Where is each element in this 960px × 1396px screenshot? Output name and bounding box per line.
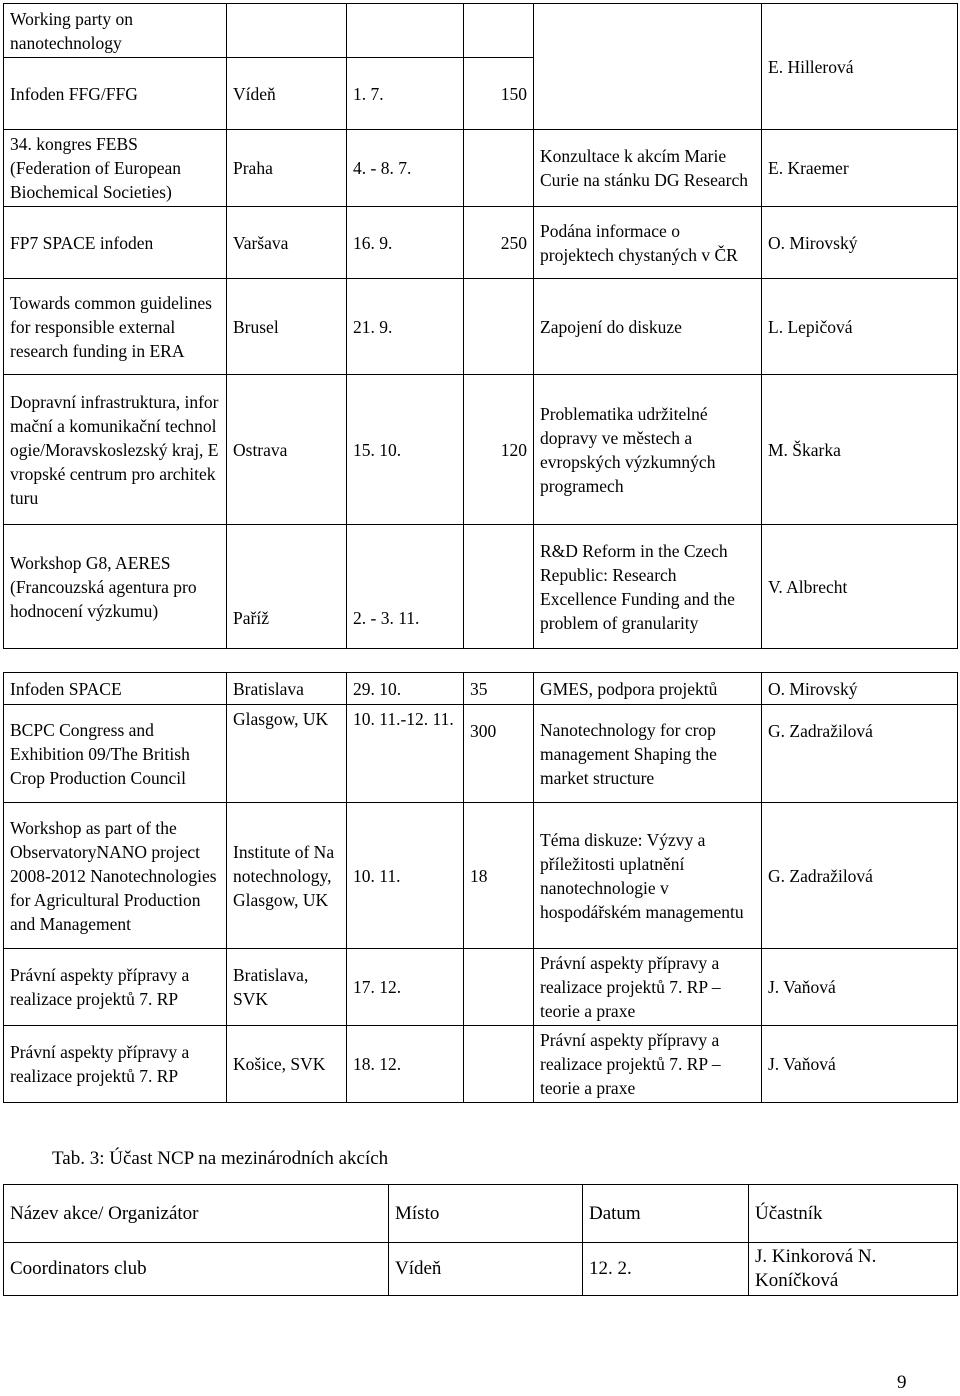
- table-header-row: [4, 1185, 958, 1243]
- event-date: 4. - 8. 7.: [347, 130, 464, 207]
- table-row: [4, 130, 958, 207]
- event-count: [464, 130, 534, 207]
- header-date: Datum: [583, 1185, 749, 1243]
- event-topic: Zapojení do diskuze: [534, 279, 762, 375]
- event-place: Vídeň: [227, 58, 347, 130]
- table-ncp-events-1: [3, 3, 958, 649]
- event-person: L. Lepičová: [762, 279, 958, 375]
- event-person: E. Hillerová: [762, 4, 958, 130]
- event-date: 18. 12.: [347, 1026, 464, 1103]
- event-person: J. Vaňová: [762, 1026, 958, 1103]
- event-name: Coordinators club: [4, 1243, 389, 1296]
- table-row: [4, 375, 958, 525]
- event-date: 21. 9.: [347, 279, 464, 375]
- event-count: [464, 949, 534, 1026]
- event-date: 29. 10.: [347, 673, 464, 705]
- table-row: [4, 207, 958, 279]
- event-person: J. Vaňová: [762, 949, 958, 1026]
- event-place: Košice, SVK: [227, 1026, 347, 1103]
- event-count: 120: [464, 375, 534, 525]
- table-row: [4, 705, 958, 803]
- event-count: 18: [464, 803, 534, 949]
- event-name: Workshop G8, AERES (Francouzská agentura pro hodnocení výzkumu): [4, 525, 227, 649]
- event-name: 34. kongres FEBS (Federation of European Biochemical Societies): [4, 130, 227, 207]
- event-topic: Právní aspekty přípravy a realizace projektů 7. RP – teorie a praxe: [534, 949, 762, 1026]
- table-row: [4, 803, 958, 949]
- event-topic: Konzultace k akcím Marie Curie na stánku DG Research: [534, 130, 762, 207]
- event-count: [464, 279, 534, 375]
- table-row: [4, 673, 958, 705]
- event-topic: Problematika udržitelné dopravy ve městech a evropských výzkumných programech: [534, 375, 762, 525]
- table-row: [4, 949, 958, 1026]
- table-row: [4, 279, 958, 375]
- table-ncp-events-2: [3, 672, 958, 1103]
- header-person: Účastník: [749, 1185, 958, 1243]
- header-place: Místo: [389, 1185, 583, 1243]
- event-name: Právní aspekty přípravy a realizace projektů 7. RP: [4, 949, 227, 1026]
- event-name: Právní aspekty přípravy a realizace projektů 7. RP: [4, 1026, 227, 1103]
- event-topic: Téma diskuze: Výzvy a příležitosti uplatnění nanotechnologie v hospodářském managementu: [534, 803, 762, 949]
- event-count: 150: [464, 58, 534, 130]
- table-row: [4, 525, 958, 649]
- event-person: G. Zadražilová: [762, 705, 958, 803]
- event-topic: R&D Reform in the Czech Republic: Research Excellence Funding and the problem of granularity: [534, 525, 762, 649]
- event-place: Brusel: [227, 279, 347, 375]
- event-date: 10. 11.: [347, 803, 464, 949]
- event-date: 10. 11.-12. 11.: [347, 705, 464, 803]
- event-date: 1. 7.: [347, 58, 464, 130]
- event-date: 12. 2.: [583, 1243, 749, 1296]
- event-person: M. Škarka: [762, 375, 958, 525]
- event-name: Infoden SPACE: [4, 673, 227, 705]
- table-caption: Tab. 3: Účast NCP na mezinárodních akcích: [52, 1148, 389, 1169]
- event-name: FP7 SPACE infoden: [4, 207, 227, 279]
- event-count: [464, 4, 534, 58]
- event-date: 16. 9.: [347, 207, 464, 279]
- table-row: [4, 1026, 958, 1103]
- event-name: Dopravní infrastruktura, informační a komunikační technologie/Moravskoslezský kraj, Evropské centrum pro architekturu: [4, 375, 227, 525]
- event-name: Working party on nanotechnology: [4, 4, 227, 58]
- event-topic: [534, 4, 762, 130]
- event-name: Towards common guidelines for responsible external research funding in ERA: [4, 279, 227, 375]
- event-person: V. Albrecht: [762, 525, 958, 649]
- event-name: BCPC Congress and Exhibition 09/The British Crop Production Council: [4, 705, 227, 803]
- event-topic: Podána informace o projektech chystaných v ČR: [534, 207, 762, 279]
- event-place: Varšava: [227, 207, 347, 279]
- event-date: 15. 10.: [347, 375, 464, 525]
- event-person: E. Kraemer: [762, 130, 958, 207]
- event-place: [227, 4, 347, 58]
- event-date: 2. - 3. 11.: [347, 525, 464, 649]
- event-place: Glasgow, UK: [227, 705, 347, 803]
- event-count: [464, 1026, 534, 1103]
- event-person: O. Mirovský: [762, 207, 958, 279]
- event-name: Workshop as part of the ObservatoryNANO project 2008-2012 Nanotechnologies for Agricultural Production and Management: [4, 803, 227, 949]
- event-place: Paříž: [227, 525, 347, 649]
- event-topic: Nanotechnology for crop management Shaping the market structure: [534, 705, 762, 803]
- event-topic: GMES, podpora projektů: [534, 673, 762, 705]
- event-place: Bratislava: [227, 673, 347, 705]
- event-count: 300: [464, 705, 534, 803]
- table-ncp-international: [3, 1184, 958, 1296]
- event-person: G. Zadražilová: [762, 803, 958, 949]
- event-date: [347, 4, 464, 58]
- event-count: [464, 525, 534, 649]
- event-place: Bratislava, SVK: [227, 949, 347, 1026]
- table-row: [4, 1243, 958, 1296]
- event-date: 17. 12.: [347, 949, 464, 1026]
- event-topic: Právní aspekty přípravy a realizace projektů 7. RP – teorie a praxe: [534, 1026, 762, 1103]
- table-row: [4, 4, 958, 58]
- event-place: Institute of Nanotechnology, Glasgow, UK: [227, 803, 347, 949]
- event-place: Vídeň: [389, 1243, 583, 1296]
- event-count: 250: [464, 207, 534, 279]
- event-person: J. Kinkorová N. Koníčková: [749, 1243, 958, 1296]
- event-place: Ostrava: [227, 375, 347, 525]
- event-place: Praha: [227, 130, 347, 207]
- event-name: Infoden FFG/FFG: [4, 58, 227, 130]
- header-name: Název akce/ Organizátor: [4, 1185, 389, 1243]
- event-count: 35: [464, 673, 534, 705]
- event-person: O. Mirovský: [762, 673, 958, 705]
- page-number: 9: [897, 1372, 907, 1393]
